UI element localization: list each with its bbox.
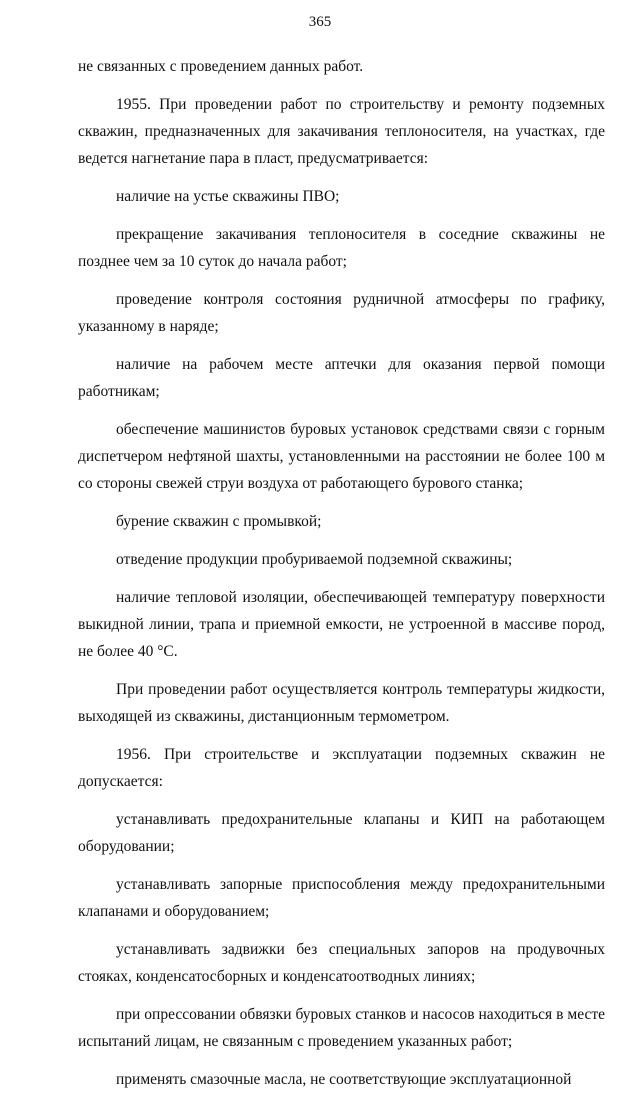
paragraph-continuation: не связанных с проведением данных работ. (78, 58, 364, 75)
list-item: бурение скважин с промывкой; (116, 513, 322, 530)
list-item: прекращение закачивания теплоносителя в соседние скважины не позднее чем за 10 суток до начала работ; (78, 226, 605, 270)
list-item: устанавливать задвижки без специальных запоров на продувочных стояках, конденсатосборных и конденсатоотводных линиях; (78, 941, 605, 985)
list-item: применять смазочные масла, не соответствующие эксплуатационной (116, 1071, 572, 1088)
list-item: обеспечение машинистов буровых установок средствами связи с горным диспетчером нефтяной шахты, установленными на расстоянии не более 100 м со стороны свежей струи воздуха от работающего бурового станка; (78, 421, 605, 492)
list-item: наличие на рабочем месте аптечки для оказания первой помощи работникам; (78, 356, 605, 400)
list-item: отведение продукции пробуриваемой подземной скважины; (116, 551, 513, 568)
list-item: проведение контроля состояния рудничной атмосферы по графику, указанному в наряде; (78, 291, 605, 335)
list-item: наличие тепловой изоляции, обеспечивающей температуру поверхности выкидной линии, трапа и приемной емкости, не устроенной в массиве пород, не более 40 °С. (78, 589, 605, 660)
paragraph-1956: 1956. При строительстве и эксплуатации подземных скважин не допускается: (78, 746, 605, 790)
list-item: устанавливать запорные приспособления между предохранительными клапанами и оборудованием; (78, 876, 605, 920)
paragraph-1955: 1955. При проведении работ по строительству и ремонту подземных скважин, предназначенных для закачивания теплоносителя, на участках, где ведется нагнетание пара в пласт, предусматривается: (78, 96, 605, 167)
page-number: 365 (308, 14, 332, 30)
paragraph: При проведении работ осуществляется контроль температуры жидкости, выходящей из скважины, дистанционным термометром. (78, 681, 605, 725)
document-body (78, 53, 605, 1104)
list-item: устанавливать предохранительные клапаны и КИП на работающем оборудовании; (78, 811, 605, 855)
list-item: при опрессовании обвязки буровых станков и насосов находиться в месте испытаний лицам, не связанным с проведением указанных работ; (78, 1006, 605, 1050)
list-item: наличие на устье скважины ПВО; (116, 188, 340, 205)
